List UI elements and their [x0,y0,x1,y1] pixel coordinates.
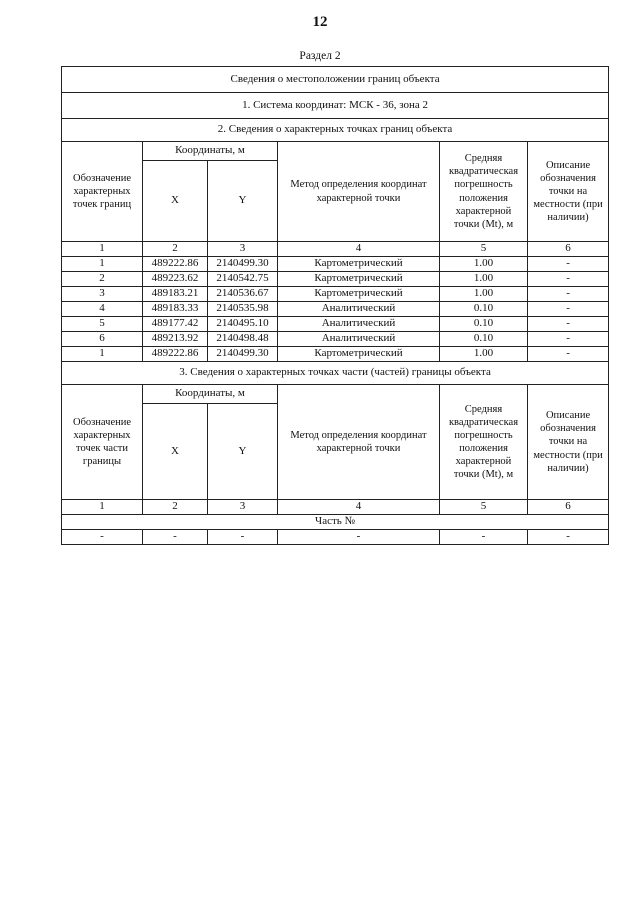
point-error: 0.10 [440,302,528,317]
point-id: 4 [62,302,143,317]
point-y: 2140499.30 [208,347,278,362]
boundary-table [61,66,609,545]
col-number: 6 [528,242,609,257]
point-error: 1.00 [440,287,528,302]
description-header: Описание обозначения точки на местности (при наличии) [528,142,609,242]
table-row [62,317,609,332]
part-x-header: X [143,404,208,500]
table-row [62,287,609,302]
part-point-error: - [440,530,528,545]
col-number: 2 [143,242,208,257]
coordinates-header: Координаты, м [143,142,278,161]
col-number: 3 [208,242,278,257]
point-y: 2140535.98 [208,302,278,317]
point-method: Картометрический [278,347,440,362]
point-y: 2140499.30 [208,257,278,272]
part-designation-header: Обозначение характерных точек части границы [62,385,143,500]
part-y-header: Y [208,404,278,500]
point-method: Аналитический [278,302,440,317]
point-x: 489222.86 [143,257,208,272]
part-error-header: Средняя квадратическая погрешность положения характерной точки (Mt), м [440,385,528,500]
col-number: 3 [208,500,278,515]
point-y: 2140542.75 [208,272,278,287]
point-x: 489177.42 [143,317,208,332]
method-header: Метод определения координат характерной точки [278,142,440,242]
point-error: 1.00 [440,347,528,362]
y-header: Y [208,161,278,242]
point-x: 489183.21 [143,287,208,302]
col-number: 5 [440,242,528,257]
col-number: 2 [143,500,208,515]
table-row [62,272,609,287]
point-method: Картометрический [278,287,440,302]
col-number: 5 [440,500,528,515]
point-error: 0.10 [440,317,528,332]
table-row [62,347,609,362]
col-number: 4 [278,500,440,515]
part-point-id: - [62,530,143,545]
part-label: Часть № [62,515,609,530]
table-row [62,257,609,272]
point-description: - [528,302,609,317]
table-row [62,332,609,347]
table-row [62,302,609,317]
section-label: Раздел 2 [299,50,341,62]
point-error: 1.00 [440,272,528,287]
table-row [62,530,609,545]
boundary-points-title: 2. Сведения о характерных точках границ объекта [62,119,609,142]
point-description: - [528,287,609,302]
part-description-header: Описание обозначения точки на местности (при наличии) [528,385,609,500]
error-header: Средняя квадратическая погрешность положения характерной точки (Mt), м [440,142,528,242]
point-id: 1 [62,257,143,272]
part-coordinates-header: Координаты, м [143,385,278,404]
point-id: 3 [62,287,143,302]
x-header: X [143,161,208,242]
point-y: 2140498.48 [208,332,278,347]
point-method: Картометрический [278,272,440,287]
point-id: 1 [62,347,143,362]
point-description: - [528,257,609,272]
point-x: 489183.33 [143,302,208,317]
col-number: 4 [278,242,440,257]
point-description: - [528,332,609,347]
part-method-header: Метод определения координат характерной точки [278,385,440,500]
point-method: Аналитический [278,317,440,332]
point-description: - [528,317,609,332]
point-id: 6 [62,332,143,347]
coord-system-row: 1. Система координат: МСК - 36, зона 2 [62,93,609,119]
part-point-method: - [278,530,440,545]
part-point-x: - [143,530,208,545]
point-error: 1.00 [440,257,528,272]
point-x: 489213.92 [143,332,208,347]
part-points-title: 3. Сведения о характерных точках части (частей) границы объекта [62,362,609,385]
column-numbers-row [62,242,609,257]
point-id: 5 [62,317,143,332]
point-description: - [528,272,609,287]
point-error: 0.10 [440,332,528,347]
point-id: 2 [62,272,143,287]
col-number: 1 [62,242,143,257]
col-number: 1 [62,500,143,515]
point-y: 2140536.67 [208,287,278,302]
point-description: - [528,347,609,362]
point-method: Аналитический [278,332,440,347]
page-number: 12 [312,14,328,30]
part-column-numbers-row [62,500,609,515]
point-method: Картометрический [278,257,440,272]
point-x: 489222.86 [143,347,208,362]
col-number: 6 [528,500,609,515]
part-point-description: - [528,530,609,545]
point-x: 489223.62 [143,272,208,287]
designation-header: Обозначение характерных точек границ [62,142,143,242]
point-y: 2140495.10 [208,317,278,332]
table-title: Сведения о местоположении границ объекта [62,67,609,93]
part-point-y: - [208,530,278,545]
